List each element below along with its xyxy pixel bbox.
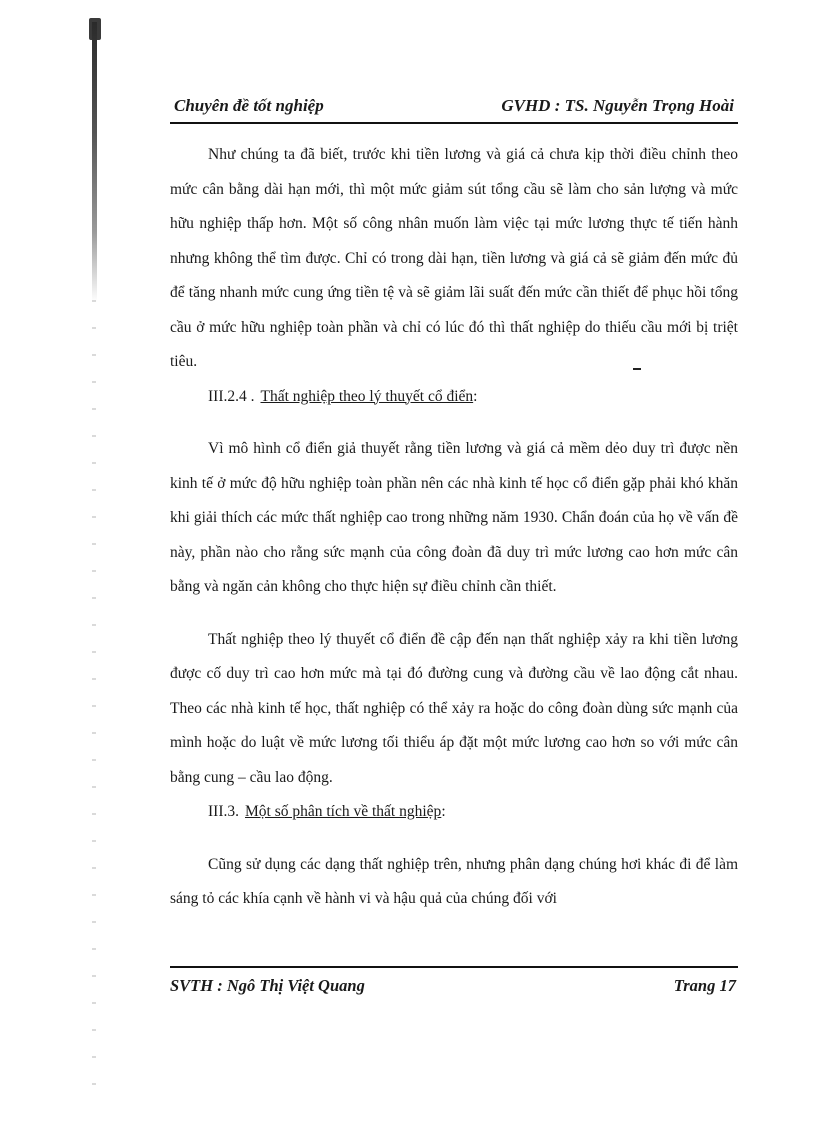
paragraph-4: Cũng sử dụng các dạng thất nghiệp trên, nhưng phân dạng chúng hơi khác đi để làm sáng tỏ các khía cạnh về hành vi và hậu quả của chúng đối với bbox=[170, 855, 738, 907]
paragraph-3: Thất nghiệp theo lý thuyết cổ điển đề cập đến nạn thất nghiệp xảy ra khi tiền lương được cố duy trì cao hơn mức mà tại đó đường cung và đường cầu về lao động cắt nhau. Theo các nhà kinh tế học, thất nghiệp có thể xảy ra hoặc do công đoàn dùng sức mạnh của mình hoặc do luật về mức lương tối thiểu áp đặt một mức lương cao hơn so với mức cân bằng cung – cầu lao động. bbox=[170, 630, 738, 786]
section-title: Thất nghiệp theo lý thuyết cổ điển bbox=[260, 387, 474, 405]
section-number: III.2.4 . bbox=[208, 387, 255, 405]
section-colon: : bbox=[473, 387, 478, 405]
section-colon: : bbox=[441, 803, 446, 820]
paragraph-2: Vì mô hình cổ điển giả thuyết rằng tiền lương và giá cả mềm dẻo duy trì được nền kinh tế ở mức độ hữu nghiệp toàn phần nên các nhà kinh tế học cổ điển gặp phải khó khăn khi giải thích các mức thất nghiệp cao trong những năm 1930. Chẩn đoán của họ về vấn đề này, phần nào cho rằng sức mạnh của công đoàn đã duy trì mức lương cao hơn mức cân bằng và ngăn cản không cho thực hiện sự điều chỉnh cần thiết. bbox=[170, 440, 738, 595]
page-body bbox=[170, 138, 738, 917]
scan-binding-edge bbox=[92, 22, 97, 302]
page-footer bbox=[170, 966, 738, 1000]
footer-student: SVTH : Ngô Thị Việt Quang bbox=[170, 976, 365, 995]
section-title: Một số phân tích về thất nghiệp bbox=[245, 803, 442, 820]
header-advisor: GVHD : TS. Nguyễn Trọng Hoài bbox=[501, 96, 734, 115]
section-heading-3-3 bbox=[170, 795, 738, 830]
scan-noise bbox=[92, 300, 96, 1100]
paragraph-1: Như chúng ta đã biết, trước khi tiền lương và giá cả chưa kịp thời điều chỉnh theo mức cân bằng dài hạn mới, thì một mức giảm sút tổng cầu sẽ làm cho sản lượng và mức hữu nghiệp thấp hơn. Một số công nhân muốn làm việc tại mức lương thực tế tiến hành nhưng không thể tìm được. Chỉ có trong dài hạn, tiền lương và giá cả sẽ giảm đến mức đủ để tăng nhanh mức cung ứng tiền tệ và sẽ giảm lãi suất đến mức cần thiết để phục hồi tổng cầu ở mức hữu nghiệp toàn phần và chỉ có lúc đó thì thất nghiệp do thiếu cầu mới bị triệt tiêu. bbox=[170, 146, 738, 370]
section-number: III.3. bbox=[208, 803, 239, 820]
header-document-type: Chuyên đề tốt nghiệp bbox=[174, 96, 324, 115]
page-header bbox=[170, 96, 738, 124]
stray-mark bbox=[633, 368, 641, 370]
section-heading-3-2-4 bbox=[170, 380, 738, 415]
page-number: Trang 17 bbox=[673, 976, 736, 995]
